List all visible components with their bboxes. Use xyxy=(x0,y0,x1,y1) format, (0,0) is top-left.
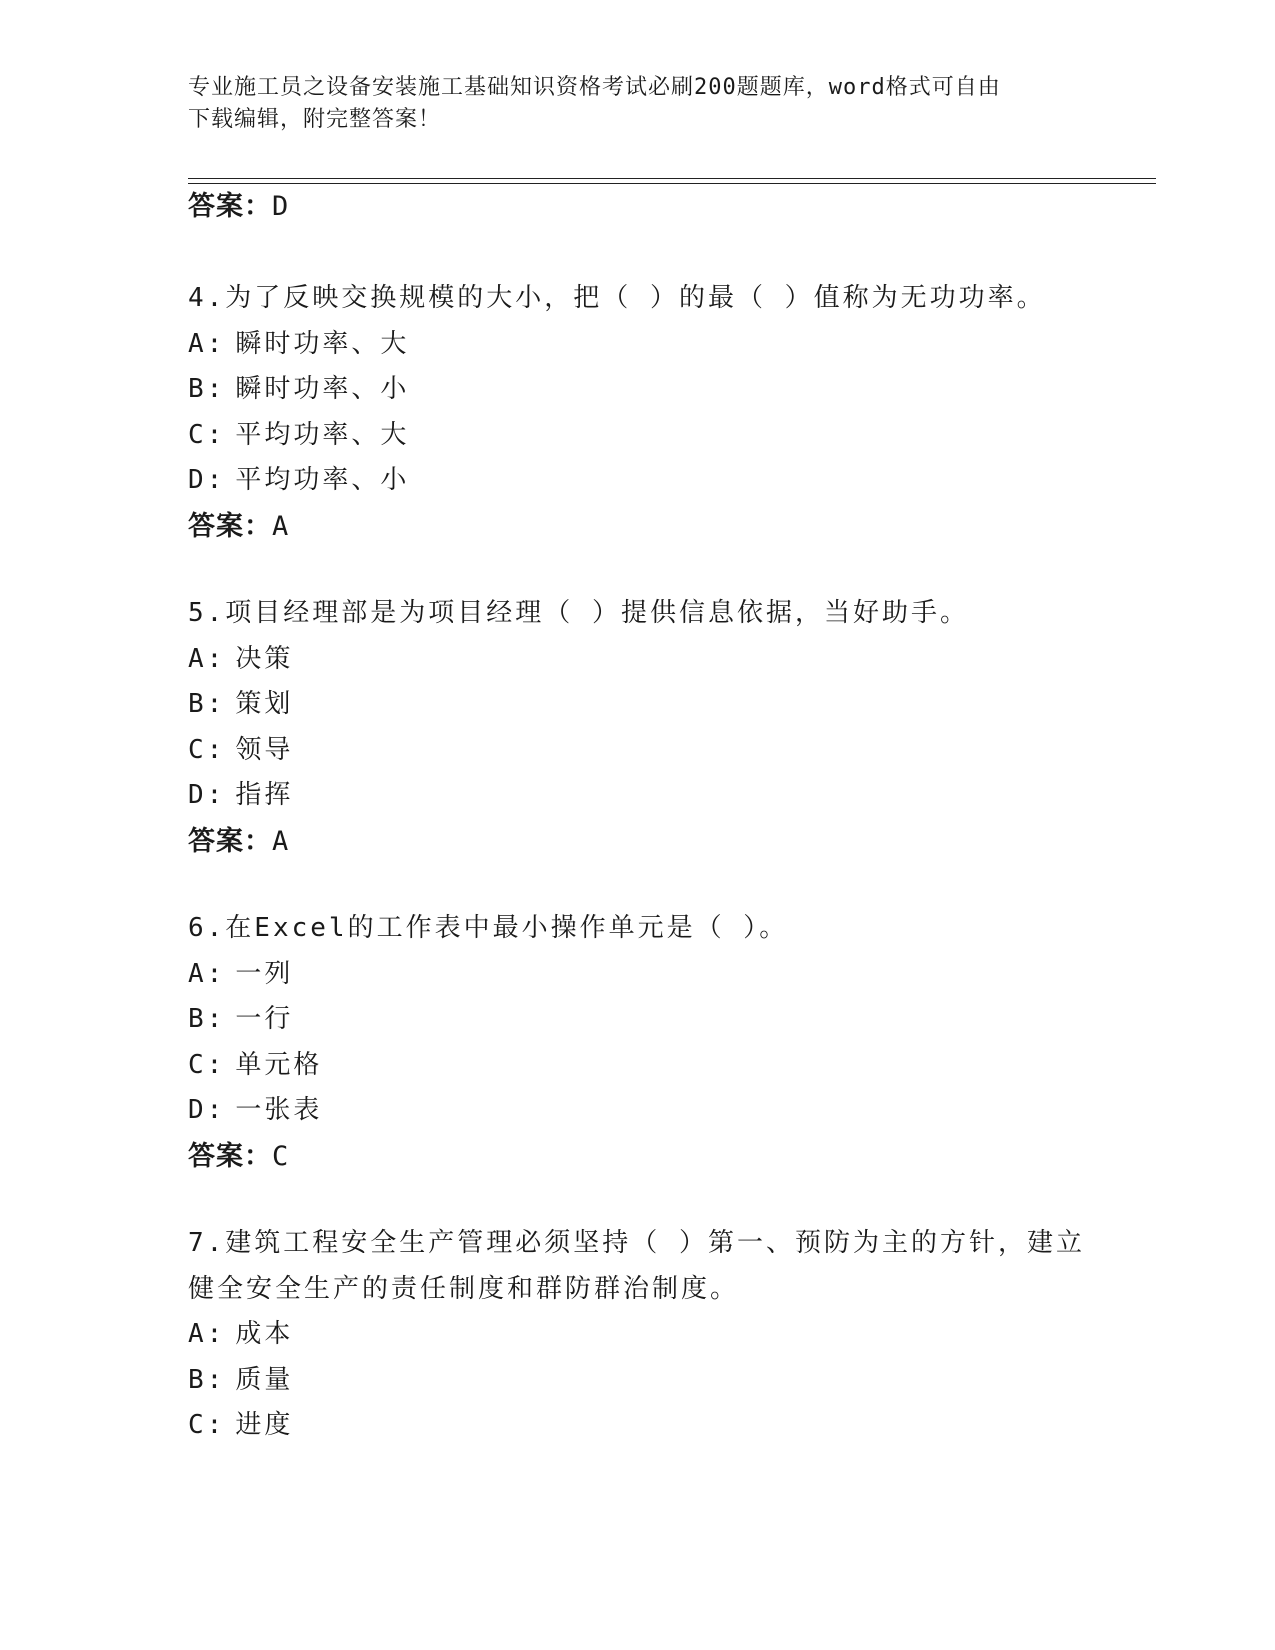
option-letter: B: xyxy=(188,1364,226,1395)
option-letter: B: xyxy=(188,374,226,404)
header-line-1: 专业施工员之设备安装施工基础知识资格考试必刷200题题库，word格式可自由 xyxy=(188,75,1001,100)
option-b xyxy=(188,367,1088,413)
answer-label: 答案： xyxy=(188,825,272,857)
option-text: 决策 xyxy=(235,643,294,674)
answer-value: A xyxy=(272,825,290,857)
question-7 xyxy=(188,1221,1088,1449)
answer-line xyxy=(188,819,1088,865)
question-stem-line-2: 健全安全生产的责任制度和群防群治制度。 xyxy=(188,1273,740,1304)
option-letter: A: xyxy=(188,1319,226,1349)
option-b xyxy=(188,1358,1088,1404)
option-a xyxy=(188,637,1088,683)
option-c xyxy=(188,1043,1088,1089)
option-letter: C: xyxy=(188,1049,226,1080)
option-letter: D: xyxy=(188,1095,226,1125)
option-text: 平均功率、小 xyxy=(235,465,410,495)
page-header xyxy=(188,72,1068,136)
option-a xyxy=(188,322,1088,368)
answer-value: C xyxy=(272,1140,290,1172)
header-rule-top xyxy=(188,178,1156,179)
option-b xyxy=(188,682,1088,728)
answer-line xyxy=(188,1134,1088,1180)
answer-label: 答案： xyxy=(188,191,272,222)
option-b xyxy=(188,997,1088,1043)
option-letter: D: xyxy=(188,780,226,810)
option-text: 质量 xyxy=(235,1364,294,1395)
option-d xyxy=(188,458,1088,504)
option-text: 成本 xyxy=(235,1319,294,1349)
answer-label: 答案： xyxy=(188,1140,272,1172)
option-letter: D: xyxy=(188,465,226,495)
option-letter: C: xyxy=(188,734,226,765)
option-text: 一行 xyxy=(235,1004,294,1034)
option-text: 瞬时功率、大 xyxy=(235,328,410,359)
answer-value: D xyxy=(272,191,290,222)
option-text: 一张表 xyxy=(235,1095,323,1125)
answer-value: A xyxy=(272,510,290,542)
option-letter: C: xyxy=(188,419,226,450)
prev-answer-block xyxy=(188,184,1088,230)
option-c xyxy=(188,1403,1088,1449)
option-letter: B: xyxy=(188,1004,226,1034)
option-letter: A: xyxy=(188,958,226,989)
question-stem: 5.项目经理部是为项目经理（ ）提供信息依据，当好助手。 xyxy=(188,598,969,628)
option-a xyxy=(188,952,1088,998)
option-letter: A: xyxy=(188,643,226,674)
answer-line xyxy=(188,504,1088,550)
question-stem-line-1: 7.建筑工程安全生产管理必须坚持（ ）第一、预防为主的方针，建立 xyxy=(188,1228,1085,1258)
answer-label: 答案： xyxy=(188,510,272,542)
option-letter: C: xyxy=(188,1410,226,1440)
option-text: 一列 xyxy=(235,958,294,989)
answer-line xyxy=(188,184,1088,230)
option-c xyxy=(188,413,1088,459)
option-letter: B: xyxy=(188,689,226,719)
question-5 xyxy=(188,591,1088,864)
option-text: 进度 xyxy=(235,1410,294,1440)
option-d xyxy=(188,1088,1088,1134)
option-text: 策划 xyxy=(235,689,294,719)
header-line-2: 下载编辑，附完整答案！ xyxy=(188,107,442,132)
option-letter: A: xyxy=(188,328,226,359)
question-stem: 4.为了反映交换规模的大小，把（ ）的最（ ）值称为无功功率。 xyxy=(188,283,1046,313)
question-6 xyxy=(188,906,1088,1179)
option-d xyxy=(188,773,1088,819)
question-stem: 6.在Excel的工作表中最小操作单元是（ ）。 xyxy=(188,913,789,943)
option-text: 瞬时功率、小 xyxy=(235,374,410,404)
option-text: 指挥 xyxy=(235,780,294,810)
option-text: 单元格 xyxy=(235,1049,323,1080)
question-4 xyxy=(188,276,1088,549)
option-a xyxy=(188,1312,1088,1358)
option-text: 平均功率、大 xyxy=(235,419,410,450)
option-c xyxy=(188,728,1088,774)
option-text: 领导 xyxy=(235,734,294,765)
